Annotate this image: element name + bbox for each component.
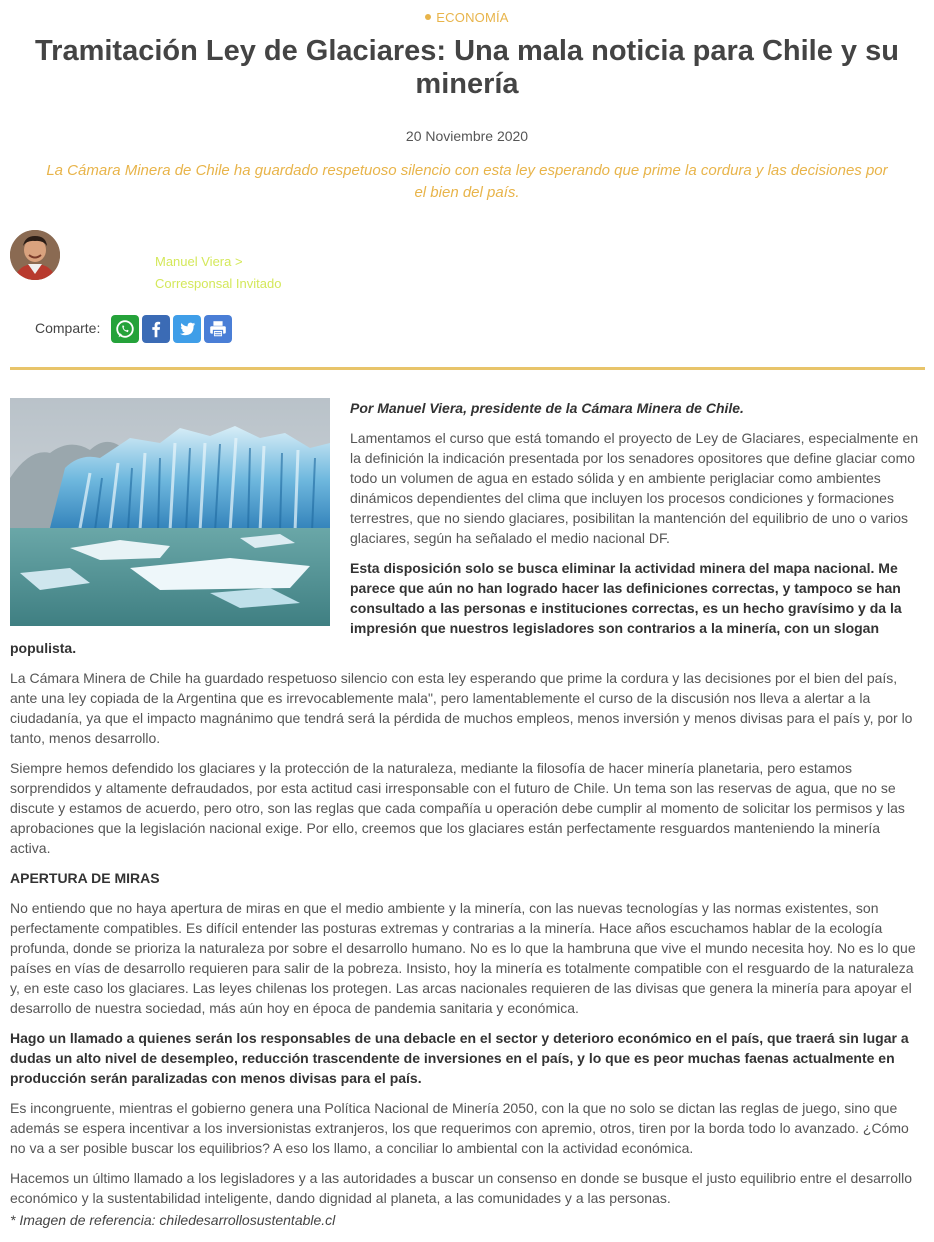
category-text: ECONOMÍA: [436, 10, 509, 25]
section-divider: [10, 367, 925, 370]
twitter-icon: [176, 318, 198, 340]
publish-date: 20 Noviembre 2020: [405, 128, 529, 144]
paragraph-5: No entiendo que no haya apertura de miras en que el medio ambiente y la minería, con las nuevas tecnologías y las normas existentes, son perfectamente compatibles. Es difícil entender las posturas extremas y contrarias a la minería. Hace años escuchamos hablar de la ecología profunda, donde se prioriza la naturaleza por sobre el desarrollo humano. No es lo que la hambruna que vive el mundo necesita hoy. No es lo que países en vías de desarrollo requieren para salir de la pobreza. Insisto, hoy la minería es totalmente compatible con el resguardo de la naturaleza y, en este caso los glaciares. Las leyes chilenas los protegen. Las arcas nacionales requieren de las divisas que genera la minería para apoyar el desarrollo de nuestra sociedad, más aún hoy en época de pandemia sanitaria y económica.: [10, 900, 916, 1016]
avatar-photo-icon: [10, 230, 60, 280]
share-label: Comparte:: [35, 320, 101, 336]
subheading: APERTURA DE MIRAS: [10, 870, 160, 886]
paragraph-1: Lamentamos el curso que está tomando el proyecto de Ley de Glaciares, especialmente en la definición la indicación presentada por los senadores opositores que define glaciar como todo un volumen de agua en estado sólida y en ambiente periglaciar como ambientes dinámicos dependientes del clima que incluyen los procesos condiciones y formaciones terrestres, que no siendo glaciares, posibilitan la mantención del equilibrio de uno o varios glaciares, según ha señalado el medio nacional DF.: [350, 430, 919, 546]
share-bar: [0, 310, 934, 360]
share-icons: [111, 315, 232, 343]
paragraph-3: La Cámara Minera de Chile ha guardado respetuoso silencio con esta ley esperando que prime la cordura y las decisiones por el bien del país, ante una ley copiada de la Argentina que es irrevocablemente mala", pero lamentablemente el curso de la discusión nos lleva a alertar a la ciudadanía, ya que el impacto magnánimo que tendrá será la pérdida de muchos empleos, menos inversión y menos divisas para el país y, por lo tanto, menos desarrollo.: [10, 670, 913, 746]
paragraph-2: Esta disposición solo se busca eliminar la actividad minera del mapa nacional. Me parece que aún no han logrado hacer las definiciones correctas, y tampoco se han consultado a las personas e instituciones correctas, es un hecho gravísimo y da la impresión que nuestros legisladores son contrarios a la minería, con un slogan populista.: [10, 560, 902, 656]
article-lead: La Cámara Minera de Chile ha guardado respetuoso silencio con esta ley esperando que prime la cordura y las decisiones por el bien del país.: [46, 162, 888, 201]
whatsapp-share-button[interactable]: [111, 315, 139, 343]
article-byline: Por Manuel Viera, presidente de la Cámara Minera de Chile.: [350, 400, 744, 416]
whatsapp-icon: [114, 318, 136, 340]
paragraph-7: Es incongruente, mientras el gobierno genera una Política Nacional de Minería 2050, con la que no solo se dictan las reglas de juego, sino que además se espera incentivar a los inversionistas extranjeros, los que requerimos con apremio, otros, tiren por la borda todo lo avanzado. ¿Cómo no va a ser posible buscar los equilibrios? A eso los llamo, a conciliar lo ambiental con la actividad económica.: [10, 1100, 909, 1156]
paragraph-6: Hago un llamado a quienes serán los responsables de una debacle en el sector y deterioro económico en el país, que traerá sin lugar a dudas un alto nivel de desempleo, reducción trascendente de inversiones en el país, y lo que es peor muchas faenas actualmente en producción serán paralizadas con menos divisas para el país.: [10, 1030, 909, 1086]
hero-image: [10, 398, 330, 626]
twitter-share-button[interactable]: [173, 315, 201, 343]
article-body: [10, 398, 924, 1208]
category-label[interactable]: [0, 10, 934, 25]
glacier-image-icon: [10, 398, 330, 626]
facebook-icon: [145, 318, 167, 340]
author-role: Corresponsal Invitado: [155, 276, 282, 291]
author-block: [0, 222, 934, 310]
category-dot-icon: [425, 14, 431, 20]
paragraph-4: Siempre hemos defendido los glaciares y la protección de la naturaleza, mediante la filosofía de hacer minería planetaria, pero estamos sorprendidos y altamente defraudados, por esta actitud casi irresponsable con el futuro de Chile. Un tema son las reservas de agua, que no se discute y estamos de acuerdo, pero otro, son las reglas que cada compañía u operación debe cumplir al momento de solicitar los permisos y las aprobaciones que la legislación nacional exige. Por ello, creemos que los glaciares están perfectamente resguardos manteniendo la minería activa.: [10, 760, 905, 856]
facebook-share-button[interactable]: [142, 315, 170, 343]
author-avatar[interactable]: [10, 230, 60, 280]
author-name-link[interactable]: Manuel Viera >: [155, 254, 243, 269]
paragraph-8: Hacemos un último llamado a los legisladores y a las autoridades a buscar un consenso en donde se busque el justo equilibrio entre el desarrollo económico y la sustentabilidad inteligente, dando dignidad al planeta, a las comunidades y a las personas.: [10, 1170, 912, 1206]
print-button[interactable]: [204, 315, 232, 343]
image-credit-footnote: * Imagen de referencia: chiledesarrollosustentable.cl: [10, 1212, 336, 1228]
print-icon: [207, 318, 229, 340]
article-title: Tramitación Ley de Glaciares: Una mala noticia para Chile y su minería: [35, 35, 899, 100]
